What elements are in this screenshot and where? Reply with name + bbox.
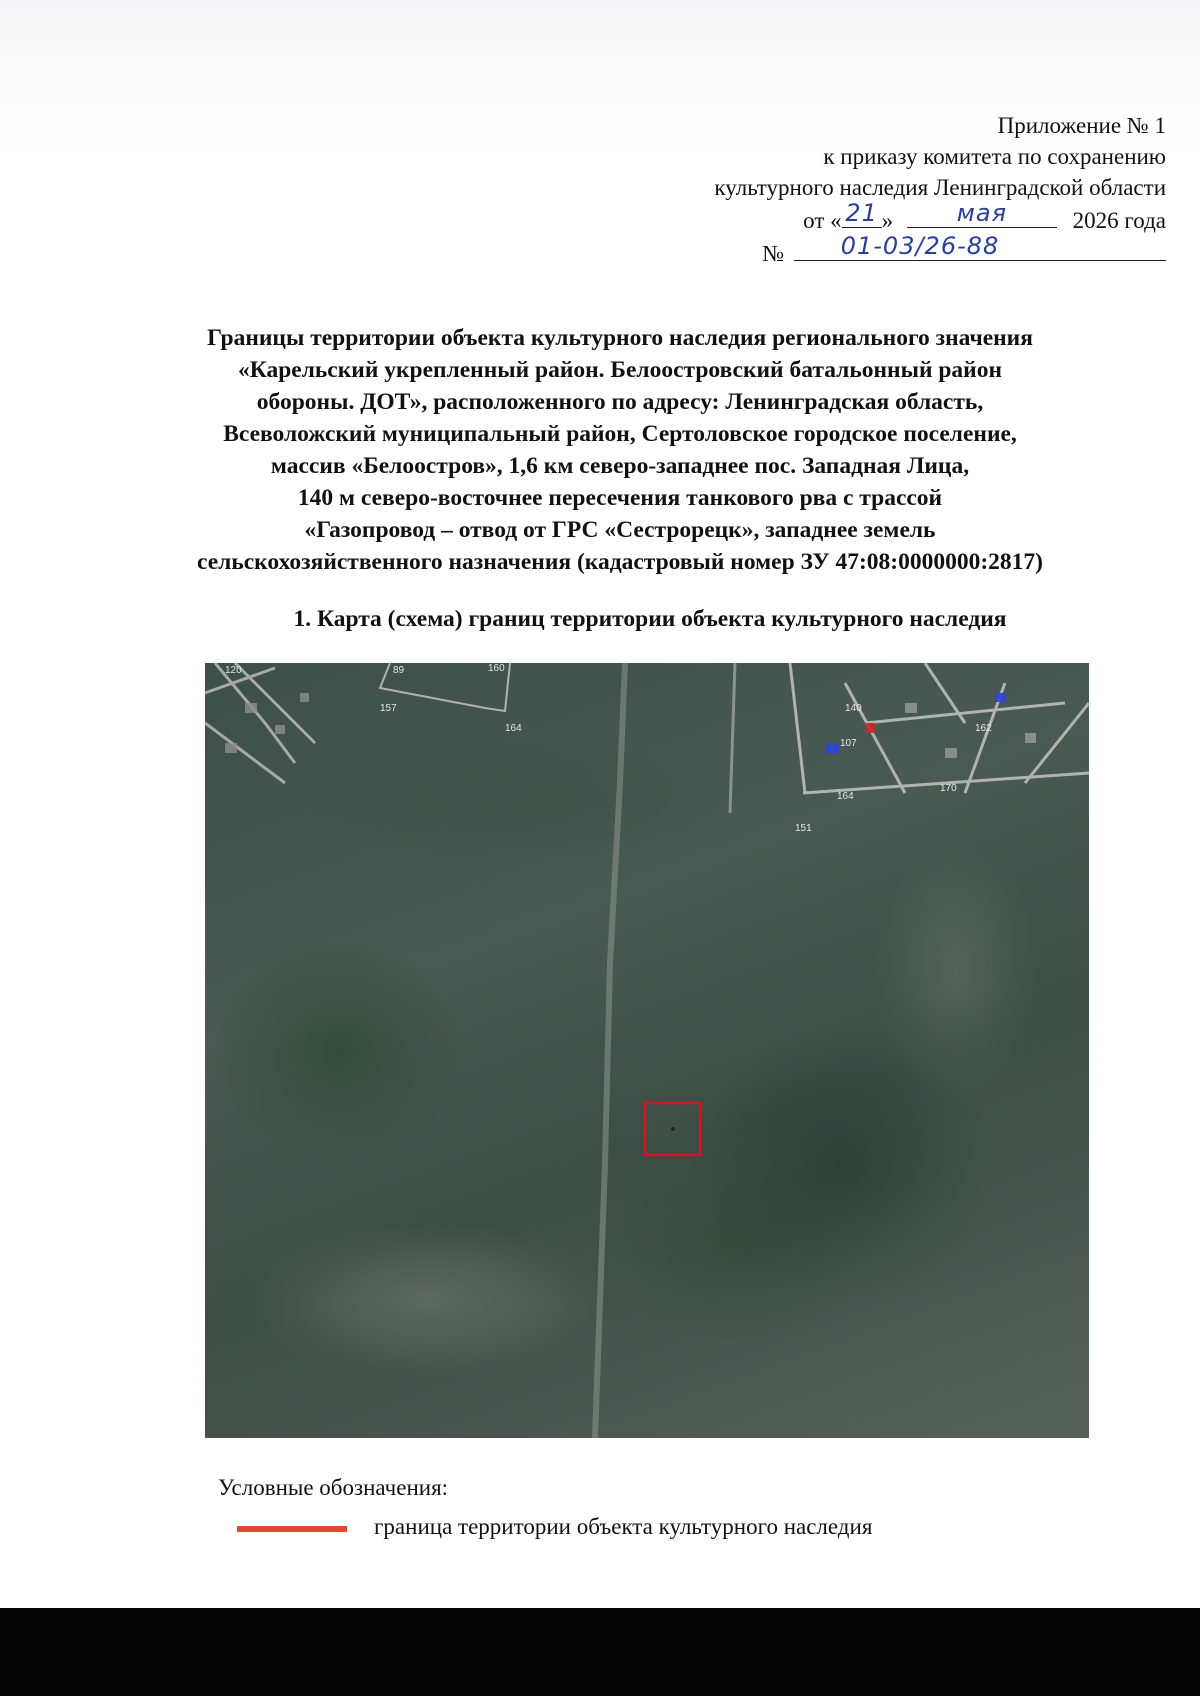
legend-item-label: граница территории объекта культурного наследия — [374, 1514, 873, 1539]
plot-number: 120 — [225, 665, 242, 676]
heading-line: Всеволожский муниципальный район, Сертоловское городское поселение, — [223, 421, 1017, 447]
plot-number: 151 — [795, 823, 812, 834]
plot-number: 89 — [393, 665, 405, 676]
track-line — [730, 663, 735, 813]
object-point — [671, 1127, 675, 1131]
date-day-handwritten: 21 — [845, 199, 878, 227]
plot-number: 157 — [380, 703, 397, 714]
legend-swatch-red-line — [237, 1526, 347, 1532]
section-title: 1. Карта (схема) границ территории объекта культурного наследия — [293, 606, 1007, 632]
date-month-handwritten: мая — [956, 199, 1008, 227]
heading-line: «Газопровод – отвод от ГРС «Сестрорецк», западнее земель — [304, 517, 936, 543]
heading-line: «Карельский укрепленный район. Белоостровский батальонный район — [237, 357, 1003, 383]
legend-item-boundary — [232, 1514, 1132, 1544]
plot-number: 170 — [940, 783, 957, 794]
forest-clearing — [595, 663, 625, 1438]
legend-title: Условные обозначения: — [218, 1475, 449, 1500]
date-day-field — [842, 199, 882, 228]
settlement-top-right — [790, 663, 1089, 793]
number-field — [794, 232, 1166, 261]
satellite-map — [205, 663, 1089, 1438]
scan-bottom-border — [0, 1608, 1200, 1696]
date-prefix: от « — [803, 208, 842, 233]
date-month-field — [907, 199, 1057, 228]
heading-line: 140 м северо-восточнее пересечения танкового рва с трассой — [297, 485, 943, 511]
plot-number: 160 — [488, 663, 505, 674]
plot-number: 164 — [505, 723, 522, 734]
appendix-committee-line: культурного наследия Ленинградской области — [714, 175, 1166, 200]
date-year: 2026 года — [1072, 208, 1166, 233]
number-prefix: № — [762, 241, 785, 266]
appendix-title: Приложение № 1 — [997, 113, 1166, 138]
appendix-header — [546, 110, 1166, 269]
appendix-number-line — [546, 232, 1166, 269]
plot-number: 162 — [975, 723, 992, 734]
date-mid: » — [881, 208, 894, 233]
appendix-order-line: к приказу комитета по сохранению — [823, 144, 1166, 169]
plot-number: 140 — [845, 703, 862, 714]
heading-line: обороны. ДОТ», расположенного по адресу: Ленинградская область, — [256, 389, 984, 415]
settlement-top-left — [205, 663, 315, 783]
plot-number: 107 — [840, 738, 857, 749]
heading-line: Границы территории объекта культурного наследия регионального значения — [207, 325, 1033, 351]
plot-number: 164 — [837, 791, 854, 802]
heading-line: сельскохозяйственного назначения (кадастровый номер ЗУ 47:08:0000000:2817) — [196, 549, 1044, 575]
number-handwritten: 01-03/26-88 — [840, 232, 1000, 260]
heading-line: массив «Белоостров», 1,6 км северо-западнее пос. Западная Лица, — [270, 453, 970, 479]
document-heading — [70, 322, 1170, 578]
map-features — [205, 663, 1089, 1438]
